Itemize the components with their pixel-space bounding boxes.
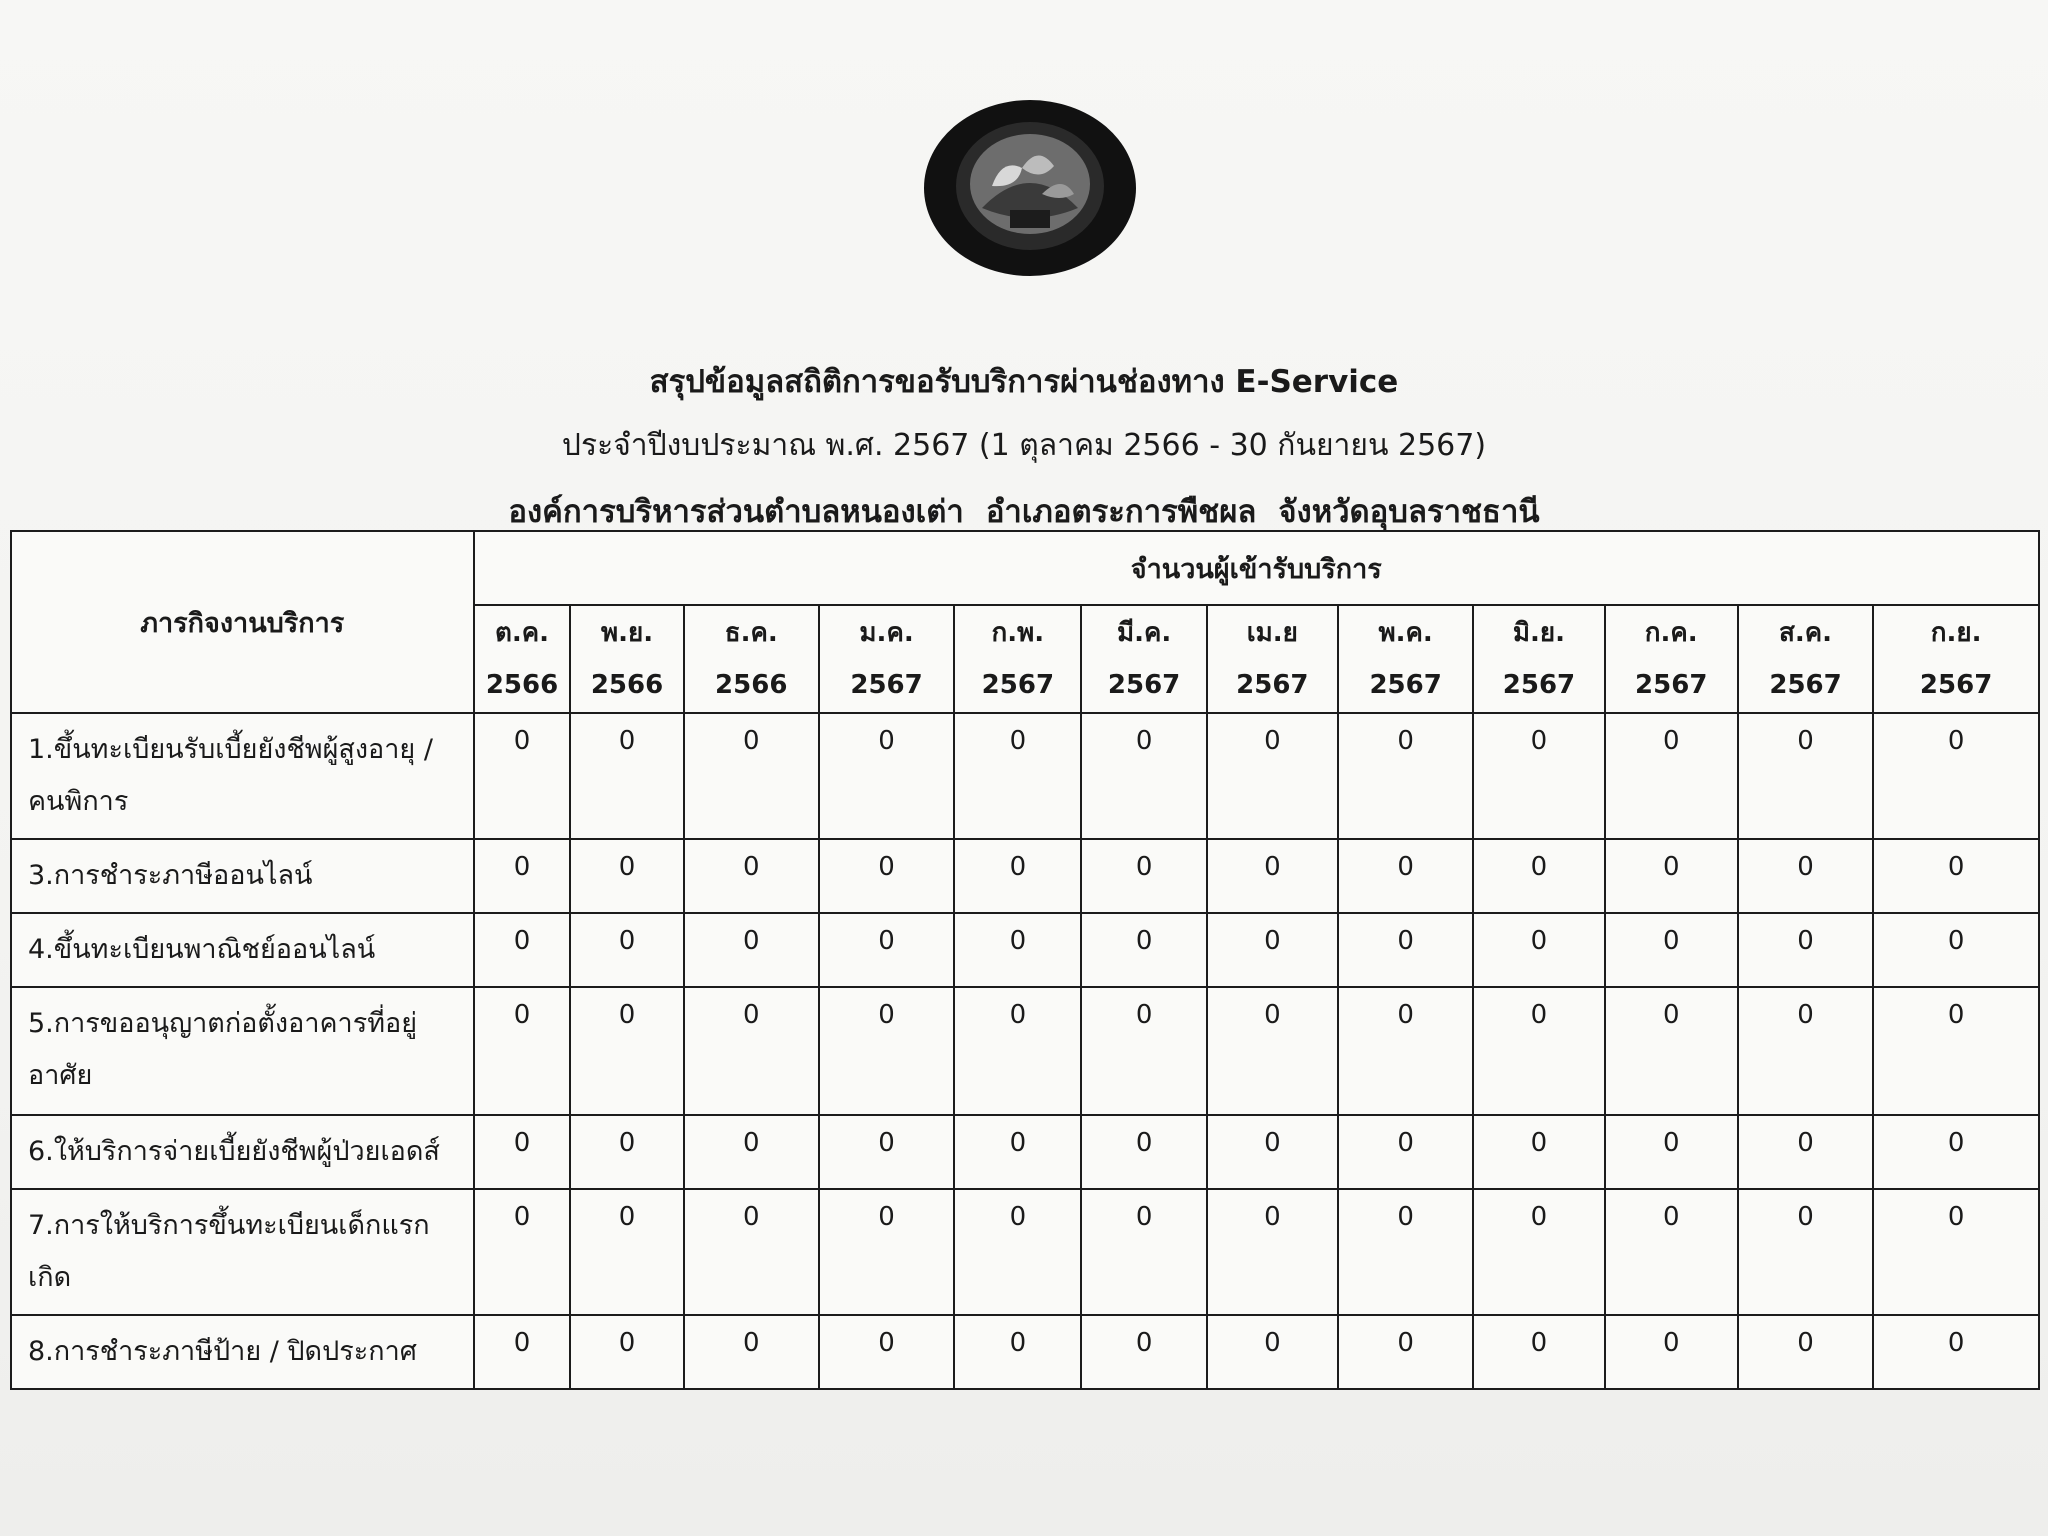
count-cell: 0 bbox=[819, 1115, 954, 1189]
month-label: พ.ค. bbox=[1378, 618, 1433, 648]
year-label: 2567 bbox=[1635, 670, 1708, 700]
count-cell: 0 bbox=[1473, 987, 1604, 1115]
count-cell: 0 bbox=[1738, 913, 1873, 987]
table-row bbox=[11, 987, 2039, 1115]
table-row bbox=[11, 713, 2039, 839]
count-cell: 0 bbox=[1873, 987, 2039, 1115]
count-cell: 0 bbox=[570, 1189, 683, 1315]
count-cell: 0 bbox=[684, 1115, 819, 1189]
count-cell: 0 bbox=[1338, 913, 1473, 987]
province-name: จังหวัดอุบลราชธานี bbox=[1278, 494, 1540, 530]
count-cell: 0 bbox=[1873, 839, 2039, 913]
month-label: ก.พ. bbox=[991, 618, 1045, 648]
count-cell: 0 bbox=[1081, 987, 1206, 1115]
count-cell: 0 bbox=[1605, 1315, 1738, 1389]
year-label: 2567 bbox=[850, 670, 923, 700]
month-header bbox=[474, 605, 571, 713]
count-cell: 0 bbox=[570, 987, 683, 1115]
month-label: ม.ค. bbox=[859, 618, 914, 648]
count-cell: 0 bbox=[1207, 839, 1338, 913]
count-cell: 0 bbox=[684, 1189, 819, 1315]
year-label: 2567 bbox=[1107, 670, 1181, 700]
month-header bbox=[1081, 605, 1206, 713]
count-cell: 0 bbox=[1473, 1189, 1604, 1315]
month-label: มิ.ย. bbox=[1512, 618, 1566, 648]
month-label: ส.ค. bbox=[1779, 618, 1833, 648]
count-cell: 0 bbox=[954, 713, 1081, 839]
count-cell: 0 bbox=[1207, 713, 1338, 839]
month-label: เม.ย bbox=[1246, 618, 1298, 648]
org-name: องค์การบริหารส่วนตำบลหนองเต่า bbox=[508, 494, 964, 530]
organization-line bbox=[0, 486, 2048, 536]
count-cell: 0 bbox=[1605, 713, 1738, 839]
count-cell: 0 bbox=[1605, 1189, 1738, 1315]
table-row bbox=[11, 1189, 2039, 1315]
count-cell: 0 bbox=[1207, 1189, 1338, 1315]
count-cell: 0 bbox=[819, 987, 954, 1115]
count-cell: 0 bbox=[1473, 1115, 1604, 1189]
task-name: 6.ให้บริการจ่ายเบี้ยยังชีพผู้ป่วยเอดส์ bbox=[11, 1115, 474, 1189]
year-label: 2567 bbox=[1502, 670, 1576, 700]
count-cell: 0 bbox=[1605, 1115, 1738, 1189]
count-cell: 0 bbox=[474, 713, 571, 839]
count-cell: 0 bbox=[1738, 1315, 1873, 1389]
task-name: 5.การขออนุญาตก่อตั้งอาคารที่อยู่อาศัย bbox=[11, 987, 474, 1115]
count-cell: 0 bbox=[1738, 987, 1873, 1115]
year-label: 2567 bbox=[1919, 670, 1993, 700]
year-label: 2567 bbox=[1236, 670, 1309, 700]
month-header bbox=[1338, 605, 1473, 713]
count-cell: 0 bbox=[819, 913, 954, 987]
month-header bbox=[570, 605, 683, 713]
count-cell: 0 bbox=[1605, 913, 1738, 987]
month-header bbox=[684, 605, 819, 713]
month-label: ก.ค. bbox=[1644, 618, 1698, 648]
count-cell: 0 bbox=[570, 839, 683, 913]
count-cell: 0 bbox=[1473, 713, 1604, 839]
count-cell: 0 bbox=[474, 913, 571, 987]
month-header bbox=[1873, 605, 2039, 713]
statistics-table-container bbox=[10, 530, 2040, 1390]
month-label: ธ.ค. bbox=[724, 618, 778, 648]
count-cell: 0 bbox=[819, 1189, 954, 1315]
month-header bbox=[954, 605, 1081, 713]
month-header bbox=[1473, 605, 1604, 713]
task-name: 8.การชำระภาษีป้าย / ปิดประกาศ bbox=[11, 1315, 474, 1389]
count-cell: 0 bbox=[684, 1315, 819, 1389]
month-header bbox=[1207, 605, 1338, 713]
count-cell: 0 bbox=[1081, 1189, 1206, 1315]
month-label: ต.ค. bbox=[494, 618, 550, 648]
count-cell: 0 bbox=[1338, 1315, 1473, 1389]
count-cell: 0 bbox=[1873, 1189, 2039, 1315]
count-cell: 0 bbox=[570, 913, 683, 987]
count-cell: 0 bbox=[1873, 1115, 2039, 1189]
table-row bbox=[11, 1115, 2039, 1189]
count-cell: 0 bbox=[474, 1315, 571, 1389]
count-cell: 0 bbox=[954, 1189, 1081, 1315]
table-row bbox=[11, 913, 2039, 987]
seal-emblem bbox=[922, 98, 1138, 278]
count-cell: 0 bbox=[570, 1115, 683, 1189]
task-name: 4.ขึ้นทะเบียนพาณิชย์ออนไลน์ bbox=[11, 913, 474, 987]
count-cell: 0 bbox=[819, 1315, 954, 1389]
count-cell: 0 bbox=[954, 1115, 1081, 1189]
statistics-table bbox=[10, 530, 2040, 1390]
count-cell: 0 bbox=[1081, 713, 1206, 839]
count-cell: 0 bbox=[1081, 1115, 1206, 1189]
count-cell: 0 bbox=[1873, 713, 2039, 839]
year-label: 2567 bbox=[1769, 670, 1842, 700]
count-cell: 0 bbox=[1081, 1315, 1206, 1389]
year-label: 2566 bbox=[590, 670, 664, 700]
task-name: 1.ขึ้นทะเบียนรับเบี้ยยังชีพผู้สูงอายุ / คนพิการ bbox=[11, 713, 474, 839]
document-title: สรุปข้อมูลสถิติการขอรับบริการผ่านช่องทาง E-Service bbox=[649, 364, 1399, 400]
month-label: มี.ค. bbox=[1116, 618, 1172, 648]
task-name: 3.การชำระภาษีออนไลน์ bbox=[11, 839, 474, 913]
month-label: ก.ย. bbox=[1930, 618, 1982, 648]
count-cell: 0 bbox=[474, 1189, 571, 1315]
count-cell: 0 bbox=[1738, 839, 1873, 913]
district-name: อำเภอตระการพืชผล bbox=[985, 494, 1257, 530]
count-cell: 0 bbox=[474, 987, 571, 1115]
count-cell: 0 bbox=[1605, 987, 1738, 1115]
month-label: พ.ย. bbox=[600, 618, 654, 648]
count-cell: 0 bbox=[1338, 1115, 1473, 1189]
count-cell: 0 bbox=[1738, 1115, 1873, 1189]
count-cell: 0 bbox=[954, 1315, 1081, 1389]
count-cell: 0 bbox=[1081, 839, 1206, 913]
count-cell: 0 bbox=[1081, 913, 1206, 987]
count-cell: 0 bbox=[570, 1315, 683, 1389]
count-cell: 0 bbox=[1473, 839, 1604, 913]
count-cell: 0 bbox=[954, 987, 1081, 1115]
count-cell: 0 bbox=[1207, 987, 1338, 1115]
count-cell: 0 bbox=[819, 713, 954, 839]
count-cell: 0 bbox=[684, 987, 819, 1115]
count-cell: 0 bbox=[570, 713, 683, 839]
count-cell: 0 bbox=[954, 839, 1081, 913]
table-row bbox=[11, 1315, 2039, 1389]
count-cell: 0 bbox=[1473, 913, 1604, 987]
count-cell: 0 bbox=[1873, 913, 2039, 987]
count-cell: 0 bbox=[1207, 1315, 1338, 1389]
table-row bbox=[11, 839, 2039, 913]
year-label: 2566 bbox=[715, 670, 788, 700]
count-cell: 0 bbox=[1338, 1189, 1473, 1315]
count-cell: 0 bbox=[1338, 839, 1473, 913]
task-name: 7.การให้บริการขึ้นทะเบียนเด็กแรกเกิด bbox=[11, 1189, 474, 1315]
count-cell: 0 bbox=[1873, 1315, 2039, 1389]
document-subtitle: ประจำปีงบประมาณ พ.ศ. 2567 (1 ตุลาคม 2566 - 30 กันยายน 2567) bbox=[561, 428, 1487, 463]
count-cell: 0 bbox=[1207, 913, 1338, 987]
task-column-header: ภารกิจงานบริการ bbox=[11, 531, 474, 713]
count-cell: 0 bbox=[474, 839, 571, 913]
year-label: 2567 bbox=[981, 670, 1055, 700]
month-header bbox=[1605, 605, 1738, 713]
month-header bbox=[819, 605, 954, 713]
count-cell: 0 bbox=[1605, 839, 1738, 913]
count-cell: 0 bbox=[1738, 1189, 1873, 1315]
count-cell: 0 bbox=[1473, 1315, 1604, 1389]
year-label: 2567 bbox=[1369, 670, 1442, 700]
count-cell: 0 bbox=[819, 839, 954, 913]
year-label: 2566 bbox=[485, 670, 559, 700]
count-cell: 0 bbox=[1338, 987, 1473, 1115]
count-cell: 0 bbox=[1738, 713, 1873, 839]
count-cell: 0 bbox=[474, 1115, 571, 1189]
count-cell: 0 bbox=[684, 913, 819, 987]
count-cell: 0 bbox=[1207, 1115, 1338, 1189]
count-cell: 0 bbox=[684, 713, 819, 839]
month-header bbox=[1738, 605, 1873, 713]
service-count-header: จำนวนผู้เข้ารับบริการ bbox=[474, 531, 2039, 605]
count-cell: 0 bbox=[954, 913, 1081, 987]
count-cell: 0 bbox=[1338, 713, 1473, 839]
count-cell: 0 bbox=[684, 839, 819, 913]
